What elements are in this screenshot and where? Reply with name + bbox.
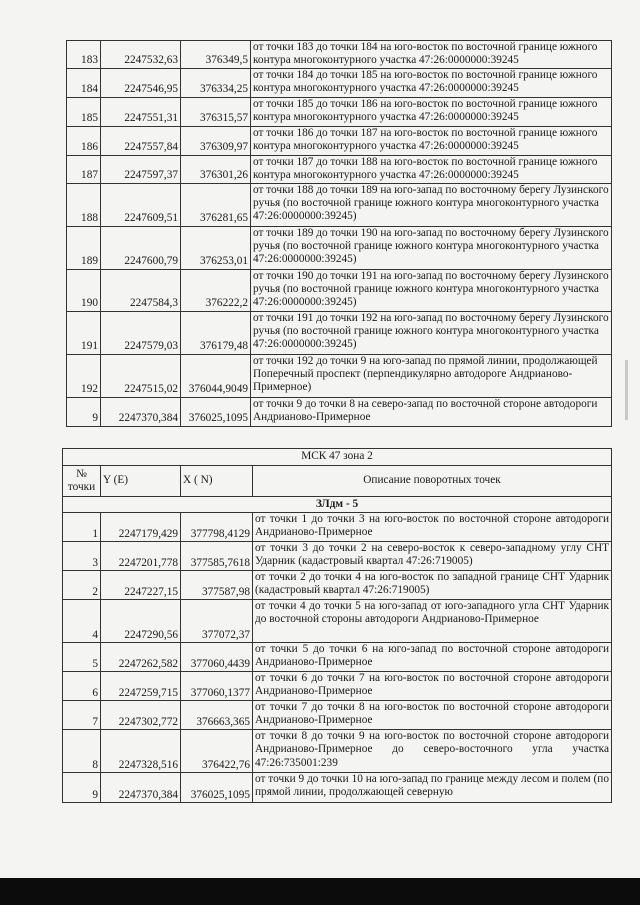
coord-x: 376025,1095 [181, 773, 253, 803]
point-number: 2 [63, 571, 101, 600]
point-description: от точки 183 до точки 184 на юго-восток по восточной границе южного контура многоконтурного участка 47:26:0000000:39245 [251, 41, 612, 69]
coord-x: 377585,7618 [181, 542, 253, 571]
point-number: 188 [67, 183, 101, 226]
point-number: 190 [67, 269, 101, 311]
coord-y: 2247201,778 [101, 542, 181, 571]
point-description: от точки 184 до точки 185 на юго-восток по восточной границе южного контура многоконтурного участка 47:26:0000000:39245 [251, 68, 612, 97]
table-row [67, 311, 612, 354]
point-description: от точки 5 до точки 6 на юго-запад по восточной стороне автодороги Андрианово-Примерное [253, 643, 612, 672]
table-row [63, 513, 612, 542]
point-number: 4 [63, 600, 101, 643]
table-row [67, 397, 612, 426]
coord-y: 2247302,772 [101, 701, 181, 730]
point-number: 189 [67, 226, 101, 269]
point-number: 1 [63, 513, 101, 542]
table-row [67, 97, 612, 126]
point-number: 183 [67, 41, 101, 69]
table2-body [63, 449, 612, 803]
boundary-table-msk47 [62, 448, 612, 803]
point-description: от точки 187 до точки 188 на юго-восток по восточной границе южного контура многоконтурного участка 47:26:0000000:39245 [251, 155, 612, 183]
coord-y: 2247370,384 [101, 773, 181, 803]
section-title: ЗЛдм - 5 [63, 497, 612, 513]
scan-bottom-border [0, 878, 640, 905]
table-row [67, 354, 612, 397]
point-description: от точки 8 до точки 9 на юго-восток по восточной стороне автодороги Андрианово-Примерное до северо-восточного угла участка 47:26:735001:239 [253, 730, 612, 773]
coord-y: 2247584,3 [101, 269, 181, 311]
table-row [63, 773, 612, 803]
table-title: МСК 47 зона 2 [63, 449, 612, 466]
point-description: от точки 3 до точки 2 на северо-восток к северо-западному углу СНТ Ударник (кадастровый квартал 47:26:719005) [253, 542, 612, 571]
coord-y: 2247532,63 [101, 41, 181, 69]
point-description: от точки 188 до точки 189 на юго-запад по восточному берегу Лузинского ручья (по восточной границе южного контура многоконтурного участка 47:26:0000000:39245) [251, 183, 612, 226]
point-number: 184 [67, 68, 101, 97]
point-description: от точки 185 до точки 186 на юго-восток по восточной границе южного контура многоконтурного участка 47:26:0000000:39245 [251, 97, 612, 126]
coord-x: 376315,57 [181, 97, 251, 126]
table-title-row [63, 449, 612, 466]
point-description: от точки 9 до точки 10 на юго-запад по границе между лесом и полем (по прямой линии, продолжающей северную [253, 773, 612, 803]
coord-x: 376179,48 [181, 311, 251, 354]
coord-x: 377072,37 [181, 600, 253, 643]
coord-y: 2247227,15 [101, 571, 181, 600]
point-number: 6 [63, 672, 101, 701]
point-description: от точки 192 до точки 9 на юго-запад по прямой линии, продолжающей Поперечный проспект (перпендикулярно автодороге Андрианово-Примерное) [251, 354, 612, 397]
boundary-table-continued [66, 40, 612, 427]
coord-y: 2247328,516 [101, 730, 181, 773]
table-row [63, 672, 612, 701]
point-number: 9 [67, 397, 101, 426]
table-row [63, 701, 612, 730]
point-number: 7 [63, 701, 101, 730]
point-number: 9 [63, 773, 101, 803]
coord-y: 2247597,37 [101, 155, 181, 183]
coord-y: 2247515,02 [101, 354, 181, 397]
coord-y: 2247546,95 [101, 68, 181, 97]
coord-x: 376281,65 [181, 183, 251, 226]
table-row [67, 183, 612, 226]
table-row [67, 269, 612, 311]
coord-y: 2247609,51 [101, 183, 181, 226]
coord-x: 377060,4439 [181, 643, 253, 672]
coord-y: 2247557,84 [101, 126, 181, 155]
table-row [63, 542, 612, 571]
table-row [67, 155, 612, 183]
table-row [67, 126, 612, 155]
coord-x: 376334,25 [181, 68, 251, 97]
header-description: Описание поворотных точек [253, 466, 612, 497]
coord-x: 376025,1095 [181, 397, 251, 426]
coord-y: 2247600,79 [101, 226, 181, 269]
table-row [67, 226, 612, 269]
point-description: от точки 186 до точки 187 на юго-восток по восточной границе южного контура многоконтурного участка 47:26:0000000:39245 [251, 126, 612, 155]
table-row [67, 41, 612, 69]
scan-edge-mark [625, 360, 628, 420]
point-number: 8 [63, 730, 101, 773]
point-description: от точки 189 до точки 190 на юго-запад по восточному берегу Лузинского ручья (по восточной границе южного контура многоконтурного участка 47:26:0000000:39245) [251, 226, 612, 269]
point-number: 5 [63, 643, 101, 672]
table1-body [67, 41, 612, 427]
coord-y: 2247259,715 [101, 672, 181, 701]
coord-x: 376222,2 [181, 269, 251, 311]
coord-y: 2247262,582 [101, 643, 181, 672]
point-number: 192 [67, 354, 101, 397]
table-row [63, 643, 612, 672]
point-number: 3 [63, 542, 101, 571]
coord-x: 376253,01 [181, 226, 251, 269]
point-number: 191 [67, 311, 101, 354]
table-row [63, 730, 612, 773]
coord-x: 376663,365 [181, 701, 253, 730]
coord-x: 377798,4129 [181, 513, 253, 542]
table-row [63, 571, 612, 600]
point-number: 186 [67, 126, 101, 155]
point-number: 185 [67, 97, 101, 126]
coord-y: 2247290,56 [101, 600, 181, 643]
point-description: от точки 7 до точки 8 на юго-восток по восточной стороне автодороги Андрианово-Примерное [253, 701, 612, 730]
table-row [67, 68, 612, 97]
header-y: Y (E) [101, 466, 181, 497]
coord-y: 2247370,384 [101, 397, 181, 426]
header-point-number: № точки [63, 466, 101, 497]
coord-x: 376349,5 [181, 41, 251, 69]
point-description: от точки 9 до точки 8 на северо-запад по восточной стороне автодороги Андрианово-Примерное [251, 397, 612, 426]
coord-y: 2247579,03 [101, 311, 181, 354]
coord-x: 377587,98 [181, 571, 253, 600]
coord-x: 376422,76 [181, 730, 253, 773]
point-description: от точки 1 до точки 3 на юго-восток по восточной стороне автодороги Андрианово-Примерное [253, 513, 612, 542]
point-description: от точки 4 до точки 5 на юго-запад от юго-западного угла СНТ Ударник до восточной стороны автодороги Андрианово-Примерное [253, 600, 612, 643]
table-row [63, 600, 612, 643]
header-x: X ( N) [181, 466, 253, 497]
coord-y: 2247179,429 [101, 513, 181, 542]
point-number: 187 [67, 155, 101, 183]
coord-x: 376044,9049 [181, 354, 251, 397]
section-row [63, 497, 612, 513]
coord-x: 377060,1377 [181, 672, 253, 701]
coord-x: 376309,97 [181, 126, 251, 155]
coord-y: 2247551,31 [101, 97, 181, 126]
table-header-row [63, 466, 612, 497]
point-description: от точки 2 до точки 4 на юго-восток по западной границе СНТ Ударник (кадастровый квартал 47:26:719005) [253, 571, 612, 600]
point-description: от точки 6 до точки 7 на юго-восток по восточной стороне автодороги Андрианово-Примерное [253, 672, 612, 701]
point-description: от точки 190 до точки 191 на юго-запад по восточному берегу Лузинского ручья (по восточной границе южного контура многоконтурного участка 47:26:0000000:39245) [251, 269, 612, 311]
point-description: от точки 191 до точки 192 на юго-запад по восточному берегу Лузинского ручья (по восточной границе южного контура многоконтурного участка 47:26:0000000:39245) [251, 311, 612, 354]
coord-x: 376301,26 [181, 155, 251, 183]
